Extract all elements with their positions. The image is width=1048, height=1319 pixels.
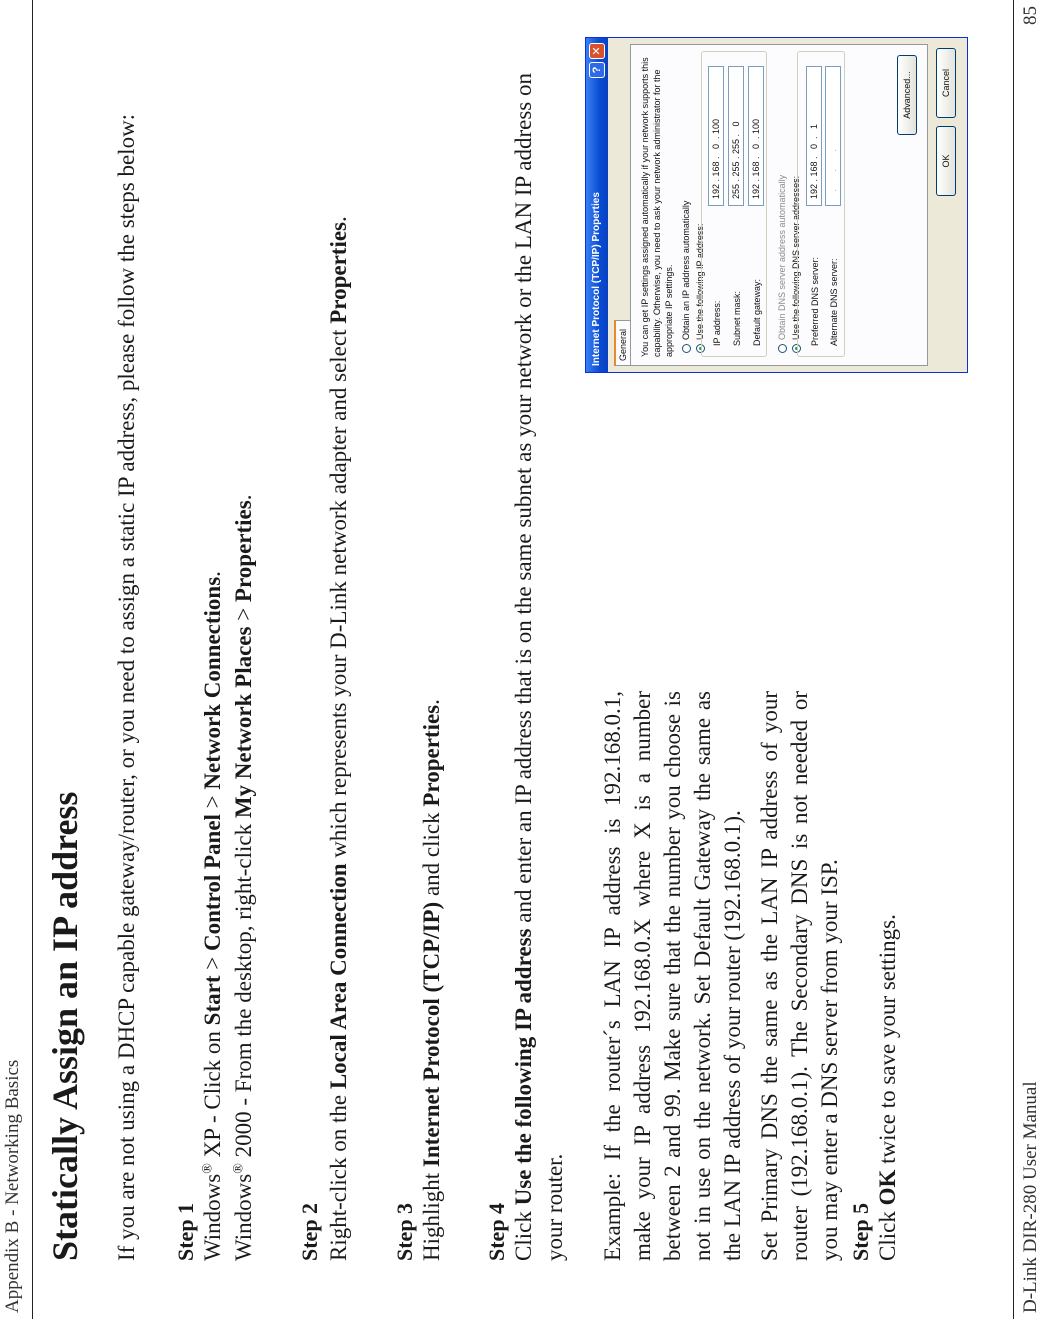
section-header: Appendix B - Networking Basics [2, 1059, 23, 1313]
gateway-label: Default gateway: [752, 278, 762, 346]
step2-heading: Step 2 [297, 1202, 322, 1261]
subnet-mask-field[interactable]: 255 . 255 . 255 . 0 [728, 66, 744, 206]
general-panel [630, 44, 928, 366]
footer-manual-title: D-Link DIR-280 User Manual [1020, 1081, 1041, 1313]
alternate-dns-label: Alternate DNS server: [829, 258, 839, 346]
ip-address-field[interactable]: 192 . 168 . 0 . 100 [708, 66, 724, 206]
subnet-label: Subnet mask: [732, 290, 742, 346]
close-icon[interactable]: ✕ [589, 43, 605, 59]
page-title: Statically Assign an IP address [45, 791, 85, 1261]
dialog-titlebar [586, 38, 608, 372]
step2-text: Right-click on the Local Area Connection which represents your D-Link network adapter and select Properties. [326, 216, 351, 1261]
tab-general[interactable]: General [614, 320, 631, 366]
obtain-dns-radio[interactable]: Obtain DNS server address automatically [777, 175, 787, 353]
step1-heading: Step 1 [173, 1202, 198, 1261]
cancel-button[interactable]: Cancel [936, 48, 956, 118]
ok-button[interactable]: OK [936, 126, 956, 196]
step3-text: Highlight Internet Protocol (TCP/IP) and click Properties. [419, 699, 444, 1261]
step4-heading: Step 4 [484, 1202, 509, 1261]
ip-group [701, 51, 767, 357]
dialog-intro: You can get IP settings assigned automatically if your network supports this capability. Otherwise, you need to ask your network administrator for the appropriate IP settings. [640, 57, 674, 357]
radio-icon [778, 344, 787, 353]
dns-group [797, 51, 845, 357]
preferred-dns-label: Preferred DNS server: [810, 256, 820, 346]
step5-heading: Step 5 [848, 1202, 873, 1261]
help-icon[interactable]: ? [589, 62, 605, 78]
radio-icon [682, 344, 691, 353]
footer-rule [1013, 0, 1014, 1319]
step3-heading: Step 3 [392, 1202, 417, 1261]
use-ip-radio[interactable]: Use the following IP address: [695, 224, 705, 353]
step1-line1: Windows® XP - Click on Start > Control Panel > Network Connections. [200, 571, 225, 1261]
step4-text: Click Use the following IP address and enter an IP address that is on the same subnet as your network or the LAN IP address on [511, 73, 536, 1261]
step4-dns: Set Primary DNS the same as the LAN IP address of your router (192.168.0.1). The Secondary DNS is not needed or you may enter a DNS server from your ISP. [757, 691, 842, 1261]
step4-text-cont: your router. [542, 1153, 567, 1261]
intro-text: If you are not using a DHCP capable gateway/router, or you need to assign a static IP address, please follow the steps below: [114, 113, 139, 1261]
ip-label: IP address: [712, 300, 722, 346]
preferred-dns-field[interactable]: 192 . 168 . 0 . 1 [806, 66, 822, 206]
advanced-button[interactable]: Advanced... [897, 55, 917, 135]
dialog-title: Internet Protocol (TCP/IP) Properties [591, 192, 602, 366]
use-dns-radio[interactable]: Use the following DNS server addresses: [791, 176, 801, 353]
step4-example: Example: If the router´s LAN IP address is 192.168.0.1, make your IP address 192.168.0.X where X is a number between 2 and 99. Make sure that the number you choose is not in use on the network. Set Default Gateway the same as the LAN IP address of your router (192.168.0.1). [600, 691, 745, 1261]
page-number: 85 [1020, 6, 1041, 25]
obtain-ip-radio[interactable]: Obtain an IP address automatically [681, 201, 691, 353]
step1-line2: Windows® 2000 - From the desktop, right-click My Network Places > Properties. [231, 494, 256, 1261]
default-gateway-field[interactable]: 192 . 168 . 0 . 100 [748, 66, 764, 206]
tcpip-properties-dialog [585, 37, 968, 373]
alternate-dns-field[interactable]: . . . [825, 66, 841, 206]
header-rule [32, 0, 33, 1319]
step5-text: Click OK twice to save your settings. [875, 914, 900, 1261]
